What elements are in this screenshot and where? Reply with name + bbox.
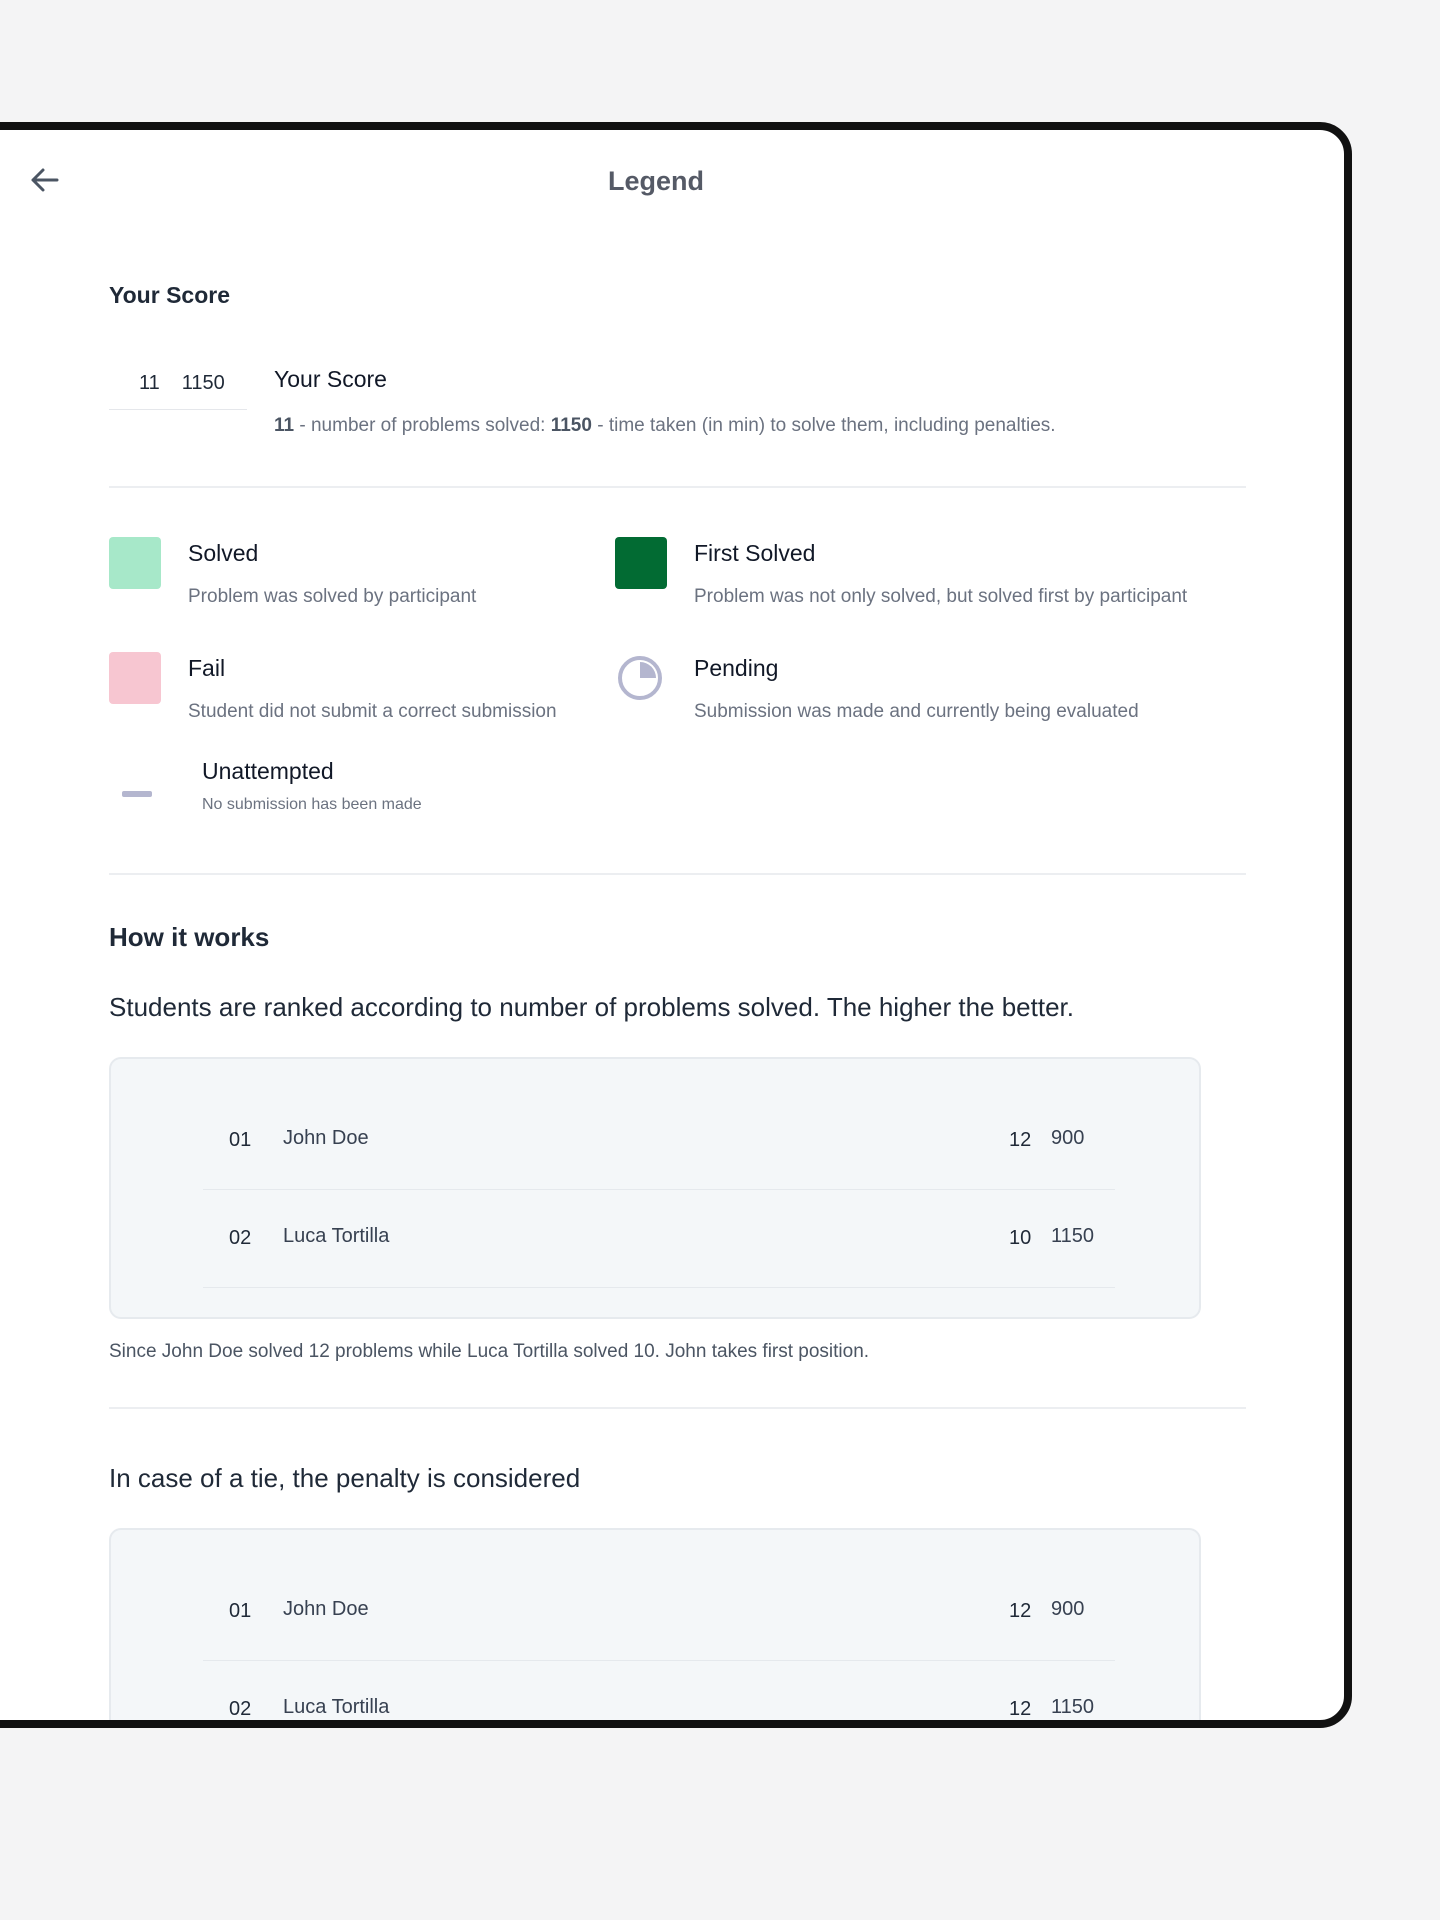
problems-solved: 12 — [1009, 1600, 1032, 1622]
solved-description: Problem was solved by participant — [188, 586, 477, 607]
example-table-2 — [109, 1528, 1201, 1728]
time-taken: 900 — [1051, 1127, 1085, 1149]
how-it-works-heading: How it works — [109, 922, 270, 952]
legend-solved — [109, 537, 161, 589]
rank: 01 — [229, 1129, 252, 1151]
first-solved-swatch — [615, 537, 667, 589]
your-score-description — [274, 415, 1056, 437]
ranking-explanation: Students are ranked according to number of problems solved. The higher the better. — [109, 992, 1074, 1022]
legend-fail — [109, 652, 161, 704]
time-taken: 1150 — [1051, 1696, 1095, 1718]
divider — [109, 873, 1246, 875]
score-chip — [109, 372, 247, 410]
participant-name: Luca Tortilla — [283, 1696, 390, 1718]
legend-screen — [0, 130, 1344, 1720]
unattempted-description: No submission has been made — [202, 796, 422, 813]
participant-name: Luca Tortilla — [283, 1225, 390, 1247]
table-row — [203, 1093, 1115, 1190]
problems-solved: 12 — [1009, 1698, 1032, 1720]
fail-description: Student did not submit a correct submission — [188, 701, 557, 722]
desc-end-text: - time taken (in min) to solve them, including penalties. — [591, 415, 1056, 436]
table-row — [203, 1564, 1115, 1661]
time-taken: 900 — [1051, 1598, 1085, 1620]
first-solved-description: Problem was not only solved, but solved first by participant — [694, 586, 1188, 607]
fail-swatch — [109, 652, 161, 704]
divider — [109, 486, 1246, 488]
example-table-1 — [109, 1057, 1201, 1319]
time-taken: 1150 — [1051, 1225, 1095, 1247]
first-solved-title: First Solved — [694, 540, 816, 566]
unattempted-title: Unattempted — [202, 758, 334, 784]
device-frame — [0, 122, 1352, 1728]
pending-title: Pending — [694, 655, 779, 681]
score-time: 1150 — [181, 372, 225, 394]
dash-icon — [122, 791, 152, 797]
rank: 01 — [229, 1600, 252, 1622]
fail-title: Fail — [188, 655, 226, 681]
score-solved: 11 — [139, 372, 160, 394]
desc-solved-value: 11 — [274, 415, 295, 436]
divider — [109, 1407, 1246, 1409]
your-score-section-label: Your Score — [109, 282, 230, 308]
desc-mid-text: - number of problems solved: — [294, 415, 551, 436]
problems-solved: 10 — [1009, 1227, 1032, 1249]
table-row — [203, 1191, 1115, 1288]
pending-description: Submission was made and currently being evaluated — [694, 701, 1139, 722]
score-chip-underline — [109, 409, 247, 410]
solved-swatch — [109, 537, 161, 589]
problems-solved: 12 — [1009, 1129, 1032, 1151]
ranking-note: Since John Doe solved 12 problems while Luca Tortilla solved 10. John takes first position. — [109, 1341, 870, 1362]
participant-name: John Doe — [283, 1598, 369, 1620]
pie-pending-icon — [617, 655, 663, 706]
participant-name: John Doe — [283, 1127, 369, 1149]
tie-explanation: In case of a tie, the penalty is considered — [109, 1463, 581, 1493]
solved-title: Solved — [188, 540, 259, 566]
desc-time-value: 1150 — [550, 415, 592, 436]
table-row — [203, 1662, 1115, 1728]
legend-first-solved — [615, 537, 667, 589]
your-score-title: Your Score — [274, 366, 387, 392]
rank: 02 — [229, 1698, 252, 1720]
page-title: Legend — [607, 166, 704, 196]
rank: 02 — [229, 1227, 252, 1249]
